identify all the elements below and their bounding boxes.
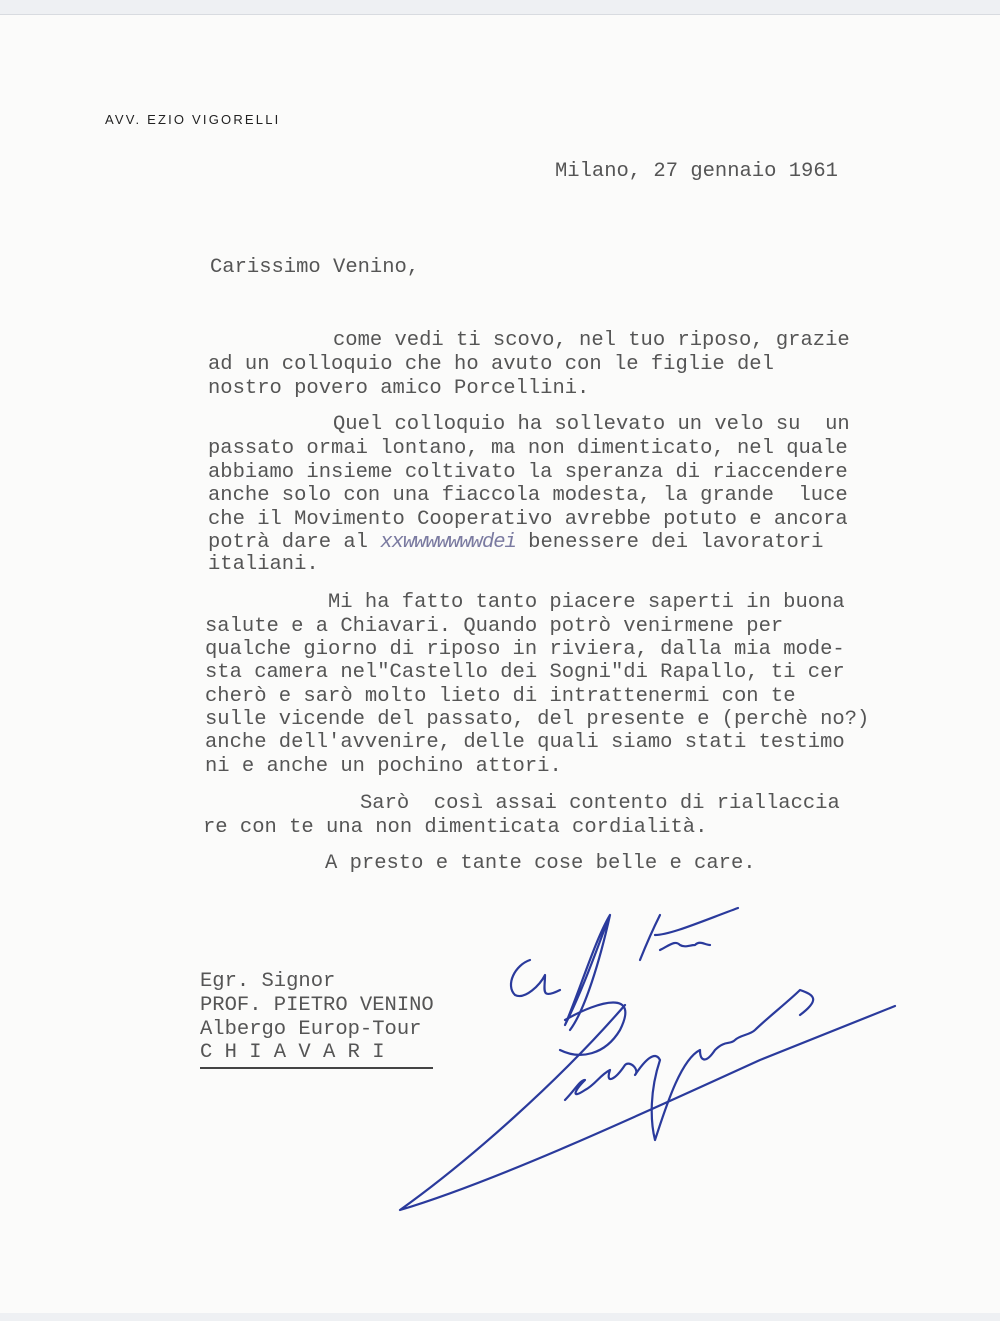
body-line: ad un colloquio che ho avuto con le figlie del [208, 353, 774, 376]
body-line: sta camera nel"Castello dei Sogni"di Rapallo, ti cer [205, 661, 845, 684]
address-line: Albergo Europ-Tour [200, 1018, 422, 1041]
page-bottom-edge [0, 1313, 1000, 1321]
body-line: abbiamo insieme coltivato la speranza di riaccendere [208, 461, 848, 484]
body-line: salute e a Chiavari. Quando potrò venirmene per [205, 615, 784, 638]
body-line: ni e anche un pochino attori. [205, 755, 562, 778]
body-line: anche dell'avvenire, delle quali siamo stati testimo [205, 731, 845, 754]
body-line: Mi ha fatto tanto piacere saperti in buona [328, 591, 845, 614]
body-line-end: benessere dei lavoratori [515, 531, 824, 554]
address-city: C H I A V A R I [200, 1041, 433, 1069]
body-line: italiani. [208, 553, 319, 576]
date-line: Milano, 27 gennaio 1961 [555, 160, 838, 183]
address-name: PROF. PIETRO VENINO [200, 994, 434, 1017]
letterhead: AVV. EZIO VIGORELLI [105, 112, 281, 127]
body-line-start: potrà dare al [208, 531, 381, 554]
salutation: Carissimo Venino, [210, 256, 420, 279]
body-line: anche solo con una fiaccola modesta, la grande luce [208, 484, 848, 507]
address-line: Egr. Signor [200, 970, 336, 993]
body-line: qualche giorno di riposo in riviera, dalla mia mode- [205, 638, 845, 661]
body-line: Sarò così assai contento di riallaccia [360, 792, 840, 815]
page-top-edge [0, 0, 1000, 15]
body-line: nostro povero amico Porcellini. [208, 377, 590, 400]
body-line: passato ormai lontano, ma non dimenticato, nel quale [208, 437, 848, 460]
body-line [208, 531, 823, 555]
body-line: Quel colloquio ha sollevato un velo su un [333, 413, 850, 436]
body-line: come vedi ti scovo, nel tuo riposo, grazie [333, 329, 850, 352]
body-line: cherò e sarò molto lieto di intrattenermi con te [205, 685, 796, 708]
body-line: che il Movimento Cooperativo avrebbe potuto e ancora [208, 508, 848, 531]
body-line: sulle vicende del passato, del presente e (perchè no?) [205, 708, 870, 731]
struck-out-text: xxwwwwwwwdei [380, 531, 516, 554]
body-line: re con te una non dimenticata cordialità. [203, 816, 708, 839]
closing: A presto e tante cose belle e care. [325, 852, 756, 875]
